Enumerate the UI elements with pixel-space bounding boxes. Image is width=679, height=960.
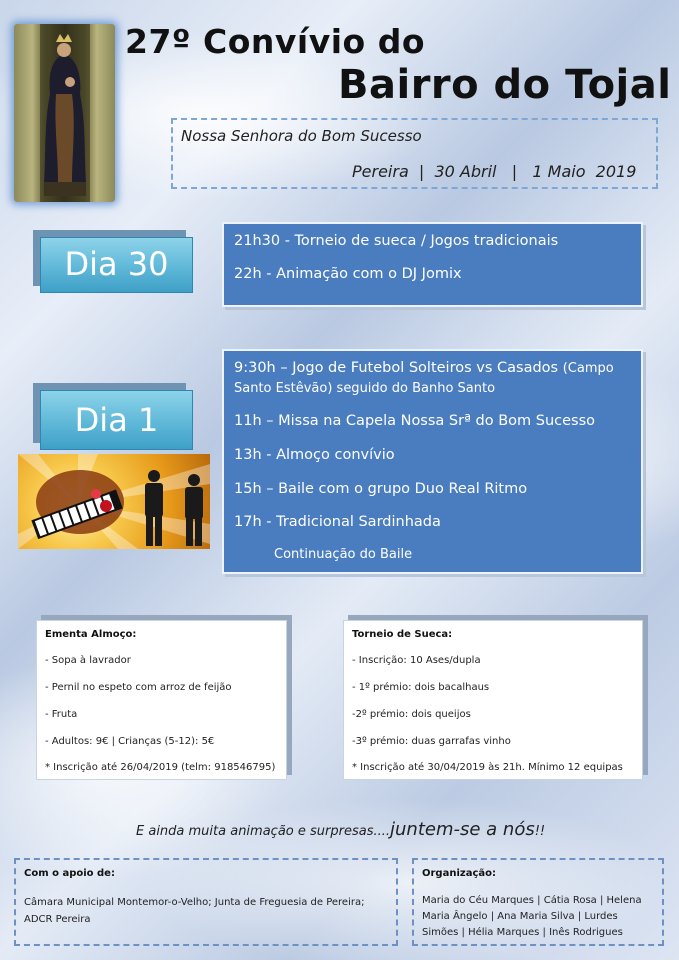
sueca-item: - 1º prémio: dois bacalhaus [352, 682, 490, 693]
organization-line: Maria Ângelo | Ana Maria Silva | Lurdes [422, 911, 618, 922]
day-1-label: Dia 1 [40, 390, 193, 450]
band-music-image [18, 454, 210, 549]
support-line: Câmara Municipal Montemor-o-Velho; Junta de Freguesia de Pereira; [24, 897, 365, 908]
support-heading: Com o apoio de: [24, 868, 115, 879]
schedule-item: 17h - Tradicional Sardinhada [234, 514, 441, 530]
lunch-menu-card [36, 620, 287, 780]
title-line-1: 27º Convívio do [125, 22, 426, 61]
tagline-part-3: !! [534, 824, 546, 839]
lunch-menu-item: - Pernil no espeto com arroz de feijão [45, 682, 232, 693]
schedule-item: 22h - Animação com o DJ Jomix [234, 266, 462, 282]
sueca-registration: * Inscrição até 30/04/2019 às 21h. Mínimo 12 equipas [352, 762, 623, 773]
sueca-heading: Torneio de Sueca: [352, 629, 453, 640]
place-dates: Pereira | 30 Abril | 1 Maio 2019 [352, 162, 637, 181]
support-box [14, 858, 398, 946]
organization-box [412, 858, 664, 946]
schedule-item: 11h – Missa na Capela Nossa Srª do Bom Sucesso [234, 413, 596, 429]
schedule-item: 15h – Baile com o grupo Duo Real Ritmo [234, 481, 528, 497]
organization-line: Simões | Hélia Marques | Inês Rodrigues [422, 927, 623, 938]
sueca-item: -2º prémio: dois queijos [352, 709, 471, 720]
saint-statue-photo [14, 24, 115, 202]
lunch-menu-registration: * Inscrição até 26/04/2019 (telm: 918546795) [45, 762, 276, 773]
support-line: ADCR Pereira [24, 914, 91, 925]
schedule-continuation: Continuação do Baile [274, 547, 413, 562]
tagline [136, 819, 545, 840]
lunch-menu-item: - Sopa à lavrador [45, 655, 131, 666]
schedule-item-1-note: (Campo [562, 361, 614, 376]
schedule-item-1 [234, 360, 614, 376]
sueca-tournament-card [343, 620, 643, 780]
schedule-item: 13h - Almoço convívio [234, 447, 395, 463]
sueca-item: - Inscrição: 10 Ases/dupla [352, 655, 481, 666]
schedule-item: 21h30 - Torneio de sueca / Jogos tradicionais [234, 233, 559, 249]
schedule-item-1-main: 9:30h – Jogo de Futebol Solteiros vs Casados [234, 360, 559, 376]
title-line-2: Bairro do Tojal [338, 62, 672, 108]
day-30-schedule [222, 222, 643, 307]
day-30-label: Dia 30 [40, 237, 193, 293]
subtitle: Nossa Senhora do Bom Sucesso [181, 127, 422, 145]
organization-heading: Organização: [422, 868, 496, 879]
sueca-item: -3º prémio: duas garrafas vinho [352, 736, 511, 747]
day-1-schedule [222, 349, 643, 574]
lunch-menu-item: - Fruta [45, 709, 78, 720]
tagline-part-1: E ainda muita animação e surpresas.... [136, 824, 390, 839]
schedule-item-1-note-cont: Santo Estêvão) seguido do Banho Santo [234, 381, 496, 396]
tagline-highlight: juntem-se a nós [390, 819, 535, 840]
lunch-menu-price: - Adultos: 9€ | Crianças (5-12): 5€ [45, 736, 215, 747]
organization-line: Maria do Céu Marques | Cátia Rosa | Helena [422, 895, 642, 906]
lunch-menu-heading: Ementa Almoço: [45, 629, 137, 640]
